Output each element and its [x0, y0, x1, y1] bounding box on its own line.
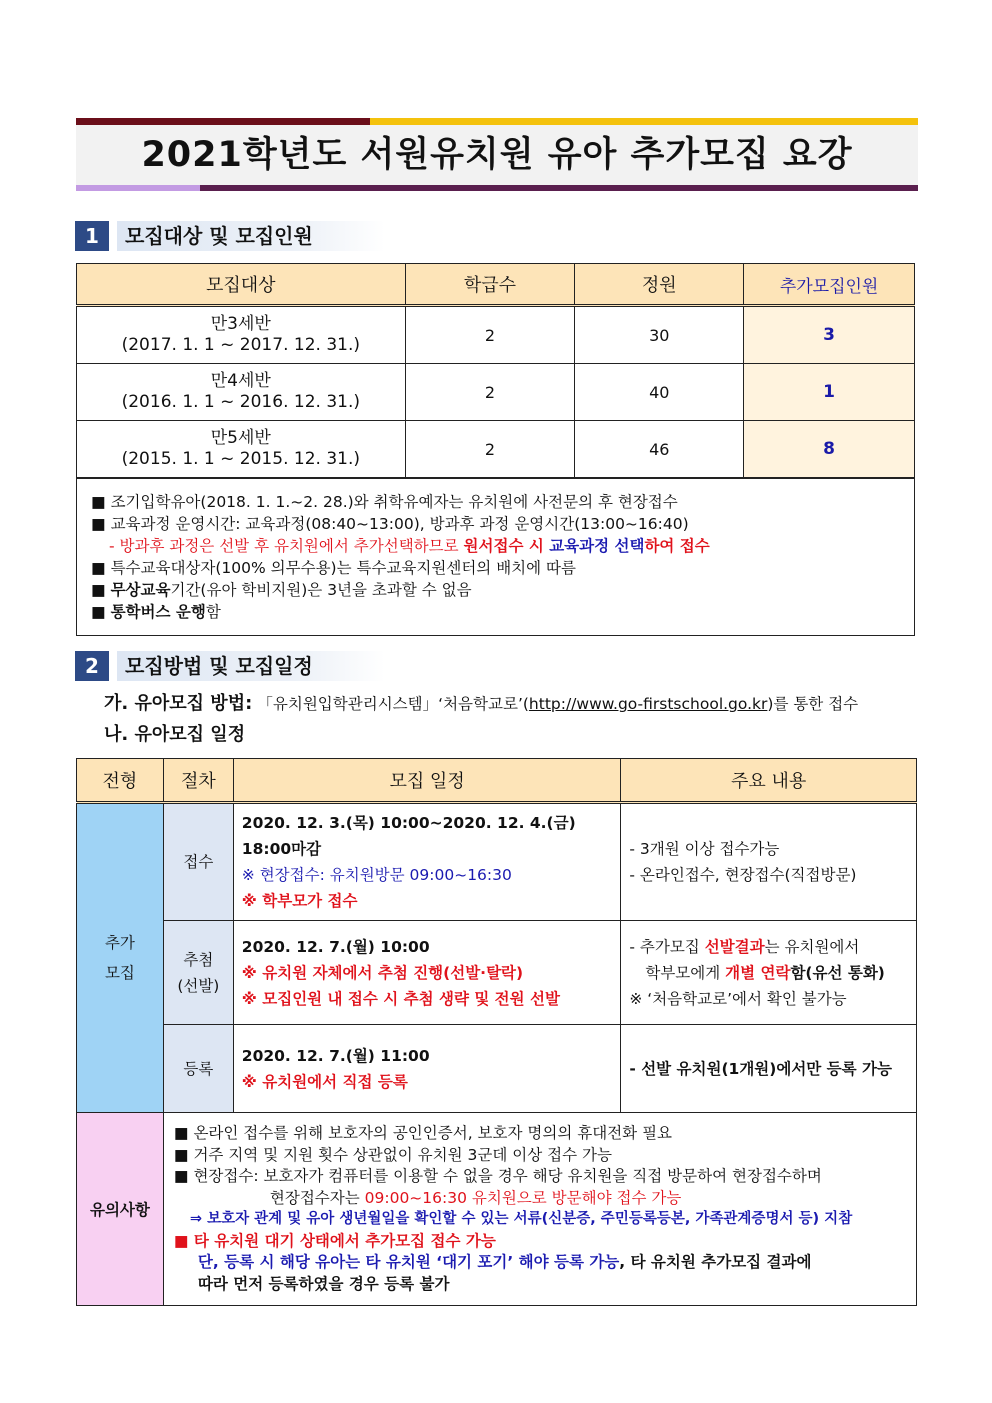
section1-title: 모집대상 및 모집인원: [117, 221, 385, 251]
note-text: 단, 등록 시 해당 유아는 타 유치원 ‘대기 포기’ 해야 등록 가능: [197, 1253, 620, 1271]
additional-value: 1: [744, 364, 915, 421]
method-text: )를 통한 접수: [767, 695, 859, 713]
table-header-row: [77, 264, 915, 306]
schedule-date: 2020. 12. 7.(월) 10:00: [241, 937, 430, 956]
notes-label: 유의사항: [77, 1113, 164, 1306]
main-text-part: 는 유치원에서: [764, 937, 860, 956]
main-text: [629, 960, 908, 986]
header-step: 절차: [163, 759, 233, 803]
table-row: [77, 921, 917, 1025]
schedule-date: 2020. 12. 3.(목) 10:00~2020. 12. 4.(금) 18:00마감: [241, 814, 576, 858]
note-text: ■: [91, 603, 111, 621]
classes-value: 2: [405, 364, 575, 421]
note-line: [174, 1252, 906, 1274]
note-line: ■ 타 유치원 대기 상태에서 추가모집 접수 가능: [173, 1231, 496, 1250]
table-row: [77, 421, 915, 479]
title-bar-bottom-right: [200, 185, 918, 191]
title-bar-top-right: [370, 118, 918, 125]
page-title: 2021학년도 서원유치원 유아 추가모집 요강: [141, 135, 853, 175]
table-header-row: [77, 759, 917, 803]
method-text-bold: 처음학교로: [443, 695, 518, 713]
title-bar-bottom-left: [76, 185, 200, 191]
note-line: ⇒ 보호자 관계 및 유아 생년월일을 확인할 수 있는 서류(신분증, 주민등록등본, 가족관계증명서 등) 지참: [189, 1211, 853, 1227]
age-class-name: 만3세반: [210, 314, 271, 334]
header-main: 주요 내용: [621, 759, 917, 803]
section1-notes: [77, 478, 915, 636]
note-line: ■ 특수교육대상자(100% 의무수용)는 특수교육지원센터의 배치에 따름: [91, 559, 576, 577]
schedule-cell: [233, 803, 621, 921]
main-text: - 3개원 이상 접수가능: [629, 840, 780, 858]
table-row: [77, 306, 915, 364]
classes-value: 2: [405, 421, 575, 479]
main-text-part: 학부모에게: [645, 963, 726, 982]
note-line: [174, 1188, 906, 1210]
section2-number: 2: [75, 651, 109, 681]
main-cell: [621, 1025, 917, 1113]
notes-row: [77, 478, 915, 636]
section2-notes: [163, 1113, 916, 1306]
schedule-label: 나. 유아모집 일정: [104, 724, 246, 745]
schedule-note: ※ 학부모가 접수: [241, 892, 358, 910]
note-line: [91, 579, 900, 601]
main-text-part: 개별 연락: [725, 963, 791, 982]
header-target: 모집대상: [77, 264, 406, 306]
additional-value: 3: [744, 306, 915, 364]
schedule-note: ※ 유치원에서 직접 등록: [241, 1072, 408, 1091]
note-line: [91, 601, 900, 623]
note-text: ■: [91, 581, 111, 599]
note-text: 09:00~16:30 유치원으로 방문해야 접수 가능: [364, 1188, 682, 1207]
age-class-name: 만4세반: [210, 371, 271, 391]
age-class-period: (2015. 1. 1 ~ 2015. 12. 31.): [121, 449, 360, 469]
classes-value: 2: [405, 306, 575, 364]
capacity-value: 40: [575, 364, 744, 421]
method-text: 「유치원입학관리시스템」‘: [257, 695, 444, 713]
schedule-cell: [233, 1025, 621, 1113]
table-row: [77, 364, 915, 421]
age-class-cell: [77, 306, 406, 364]
step-registration: 등록: [163, 1025, 233, 1113]
header-capacity: 정원: [575, 264, 744, 306]
note-text: , 타 유치원 추가모집 결과에: [619, 1253, 812, 1271]
main-text: - 선발 유치원(1개원)에서만 등록 가능: [629, 1059, 892, 1078]
title-bar-top-left: [76, 118, 370, 125]
note-line-afterschool: [91, 535, 900, 557]
header-classes: 학급수: [405, 264, 575, 306]
age-class-period: (2017. 1. 1 ~ 2017. 12. 31.): [121, 335, 360, 355]
age-class-period: (2016. 1. 1 ~ 2016. 12. 31.): [121, 392, 360, 412]
schedule-note: ※ 모집인원 내 접수 시 추첨 생략 및 전원 선발: [241, 989, 560, 1008]
note-line: ■ 현장접수: 보호자가 컴퓨터를 이용할 수 없을 경우 해당 유치원을 직접 방문하여 현장접수하며: [173, 1167, 822, 1185]
step-label: (선발): [177, 976, 220, 995]
note-line: ■ 거주 지역 및 지원 횟수 상관없이 유치원 3군데 이상 접수 가능: [173, 1145, 612, 1164]
schedule-note: ※ 유치원 자체에서 추첨 진행(선발·탈락): [241, 963, 524, 982]
main-cell: [621, 803, 917, 921]
note-text: - 방과후 과정은 선발 후 유치원에서 추가선택하므로: [109, 537, 464, 555]
type-cell: [77, 803, 164, 1113]
main-text: [629, 934, 908, 960]
main-text: ※ ‘처음학교로’에서 확인 불가능: [629, 989, 847, 1008]
note-text: 교육과정 선택: [549, 537, 645, 555]
header-additional: 추가모집인원: [744, 264, 915, 306]
main-text-part: 선발결과: [704, 937, 765, 956]
table-row: [77, 803, 917, 921]
note-line: 따라 먼저 등록하였을 경우 등록 불가: [197, 1274, 450, 1293]
note-text: 기간(유아 학비지원)은 3년을 초과할 수 없음: [170, 581, 472, 599]
step-receipt: 접수: [163, 803, 233, 921]
table-row: [77, 1025, 917, 1113]
main-text-part: 함(유선 통화): [790, 963, 885, 982]
notes-row: [77, 1113, 917, 1306]
note-text: 무상교육: [110, 581, 171, 599]
type-label: 추가: [104, 934, 135, 952]
schedule-note: ※ 현장접수: 유치원방문 09:00~16:30: [241, 866, 512, 884]
header-type: 전형: [77, 759, 164, 803]
type-label: 모집: [104, 964, 135, 982]
additional-value: 8: [744, 421, 915, 479]
capacity-value: 30: [575, 306, 744, 364]
note-text: 함: [205, 603, 221, 621]
section1-number: 1: [75, 221, 109, 251]
step-label: 추첨: [183, 950, 214, 969]
schedule-date: 2020. 12. 7.(월) 11:00: [241, 1046, 430, 1065]
note-text: 하여 접수: [644, 537, 710, 555]
note-text: 현장접수자는: [269, 1188, 365, 1207]
age-class-name: 만5세반: [210, 428, 271, 448]
main-text: - 온라인접수, 현장접수(직접방문): [629, 866, 857, 884]
schedule-cell: [233, 921, 621, 1025]
note-text: 원서접수 시: [463, 537, 550, 555]
main-cell: [621, 921, 917, 1025]
header-schedule: 모집 일정: [233, 759, 621, 803]
schedule-table: [76, 758, 917, 1306]
main-text-part: - 추가모집: [629, 937, 705, 956]
firstschool-link[interactable]: http://www.go-firstschool.go.kr: [528, 695, 768, 713]
note-text: 통학버스 운행: [110, 603, 206, 621]
method-text: ’(: [517, 695, 529, 713]
age-class-cell: [77, 364, 406, 421]
recruit-target-table: [76, 263, 915, 636]
section2-title: 모집방법 및 모집일정: [117, 651, 385, 681]
method-line: [104, 689, 924, 715]
capacity-value: 46: [575, 421, 744, 479]
step-lottery: [163, 921, 233, 1025]
note-line: ■ 교육과정 운영시간: 교육과정(08:40~13:00), 방과후 과정 운영시간(13:00~16:40): [91, 515, 689, 533]
note-line: ■ 온라인 접수를 위해 보호자의 공인인증서, 보호자 명의의 휴대전화 필요: [173, 1124, 673, 1142]
method-label: 가. 유아모집 방법:: [104, 693, 253, 714]
age-class-cell: [77, 421, 406, 479]
note-line: ■ 조기입학유아(2018. 1. 1.~2. 28.)와 취학유예자는 유치원에 사전문의 후 현장접수: [91, 493, 678, 511]
